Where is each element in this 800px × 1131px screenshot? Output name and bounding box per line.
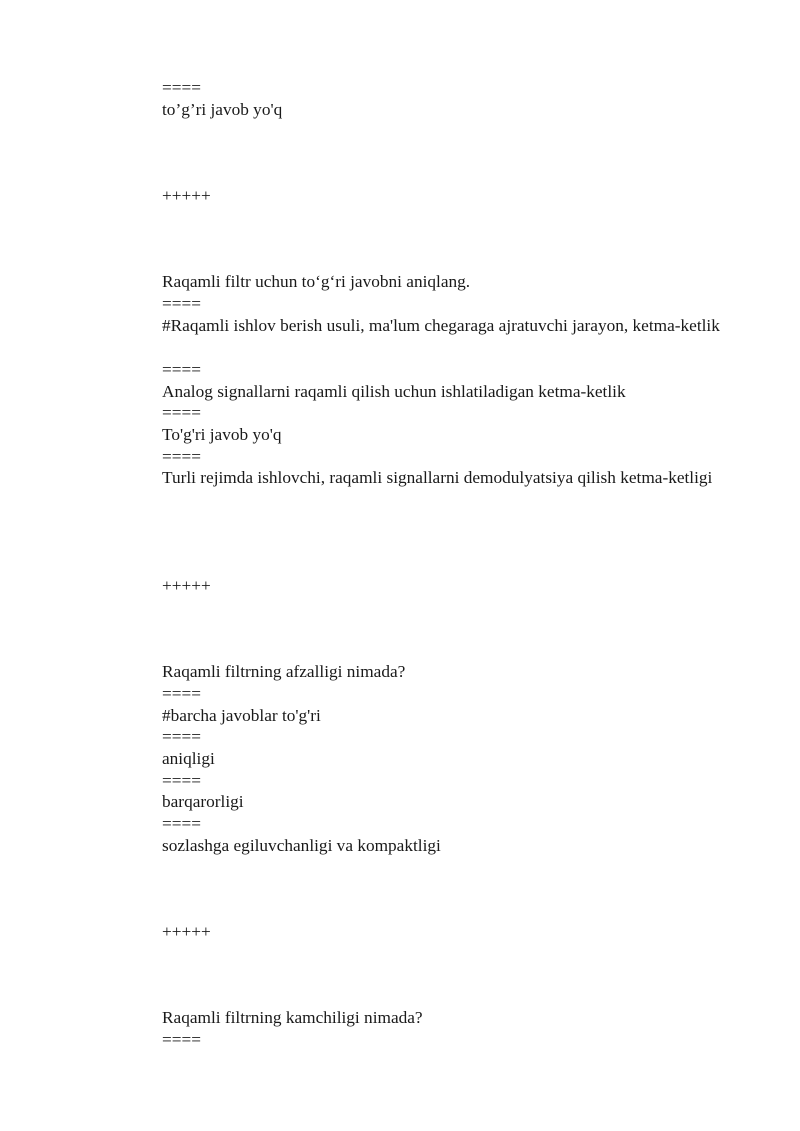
answer-option: to’g’ri javob yo'q: [162, 100, 283, 119]
separator: ====: [162, 814, 201, 833]
question-text: Raqamli filtr uchun to‘g‘ri javobni aniqlang.: [162, 272, 471, 291]
answer-option: Analog signallarni raqamli qilish uchun ishlatiladigan ketma-ketlik: [162, 382, 626, 401]
separator: ====: [162, 403, 201, 422]
correct-answer-option: #Raqamli ishlov berish usuli, ma'lum chegaraga ajratuvchi jarayon, ketma-ketlik: [162, 316, 720, 335]
separator: ====: [162, 727, 201, 746]
separator: ====: [162, 78, 201, 97]
question-divider: +++++: [162, 576, 211, 595]
question-divider: +++++: [162, 186, 211, 205]
answer-option: aniqligi: [162, 749, 215, 768]
question-text: Raqamli filtrning kamchiligi nimada?: [162, 1008, 423, 1027]
answer-option: barqarorligi: [162, 792, 244, 811]
separator: ====: [162, 360, 201, 379]
separator: ====: [162, 447, 201, 466]
separator: ====: [162, 684, 201, 703]
question-text: Raqamli filtrning afzalligi nimada?: [162, 662, 406, 681]
separator: ====: [162, 1030, 201, 1049]
correct-answer-option: #barcha javoblar to'g'ri: [162, 706, 321, 725]
separator: ====: [162, 771, 201, 790]
answer-option: Turli rejimda ishlovchi, raqamli signallarni demodulyatsiya qilish ketma-ketligi: [162, 468, 713, 487]
answer-option: To'g'ri javob yo'q: [162, 425, 282, 444]
separator: ====: [162, 294, 201, 313]
question-divider: +++++: [162, 922, 211, 941]
answer-option: sozlashga egiluvchanligi va kompaktligi: [162, 836, 441, 855]
